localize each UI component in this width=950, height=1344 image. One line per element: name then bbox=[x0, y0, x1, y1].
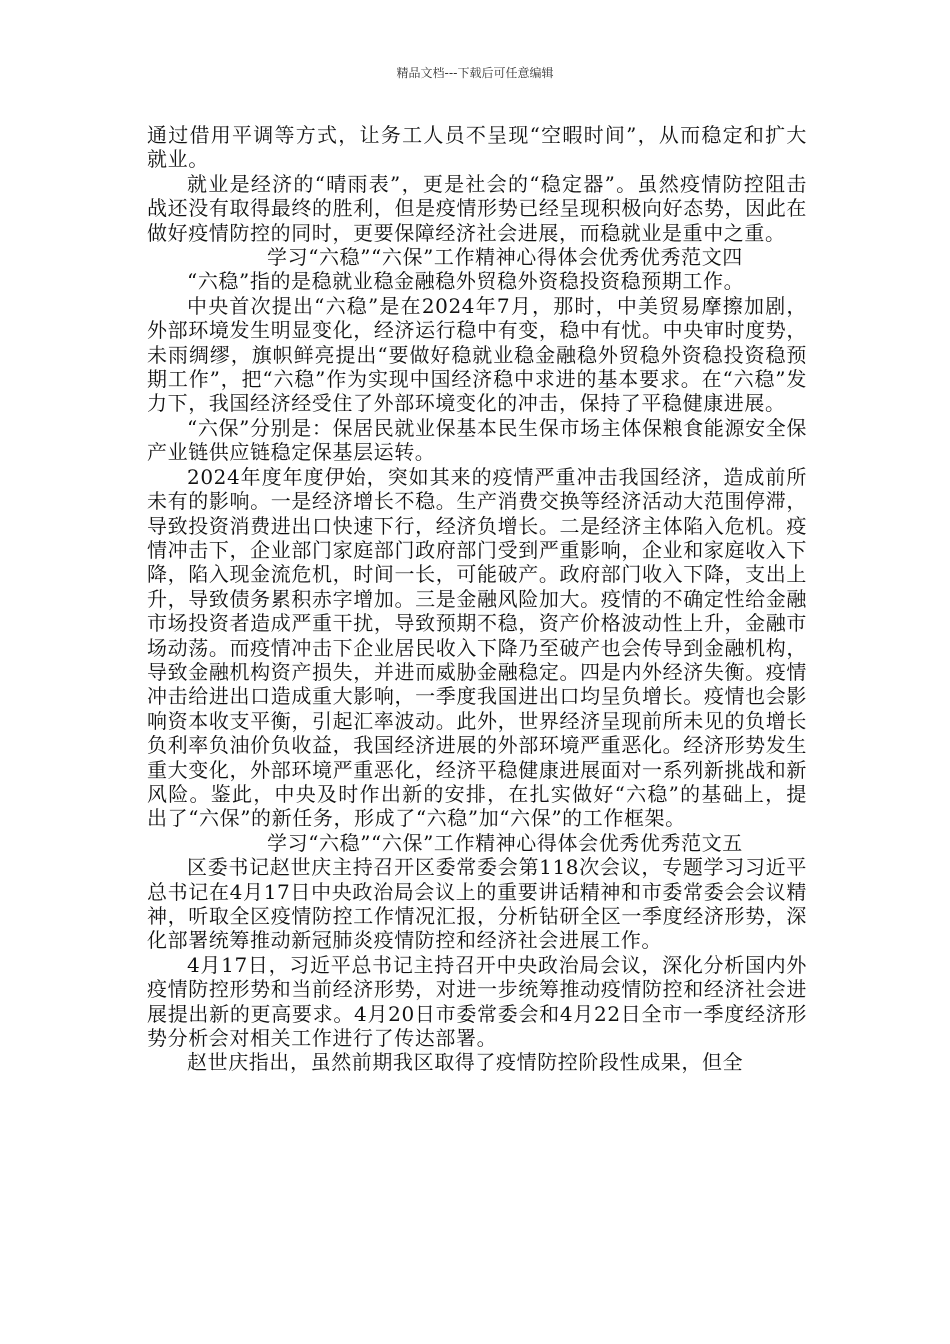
paragraph: 区委书记赵世庆主持召开区委常委会第118次会议，专题学习习近平总书记在4月17日中央政治局会议上的重要讲话精神和市委常委会会议精神，听取全区疫情防控工作情况汇报，分析钻研全区一季度经济形势，深化部署统筹推动新冠肺炎疫情防控和经济社会进展工作。 bbox=[147, 855, 807, 953]
paragraph: “六保”分别是：保居民就业保基本民生保市场主体保粮食能源安全保产业链供应链稳定保基层运转。 bbox=[147, 415, 807, 465]
page-header: 精品文档---下载后可任意编辑 bbox=[396, 66, 554, 80]
section-heading-five: 学习“六稳”“六保”工作精神心得体会优秀优秀范文五 bbox=[267, 830, 743, 855]
paragraph-continuation: 通过借用平调等方式，让务工人员不呈现“空暇时间”，从而稳定和扩大就业。 bbox=[147, 123, 807, 172]
paragraph: 2024年度年度伊始，突如其来的疫情严重冲击我国经济，造成前所未有的影响。一是经济增长不稳。生产消费交换等经济活动大范围停滞，导致投资消费进出口快速下行，经济负增长。二是经济主体陷入危机。疫情冲击下，企业部门家庭部门政府部门受到严重影响，企业和家庭收入下降，陷入现金流危机，时间一长，可能破产。政府部门收入下降，支出上升，导致债务累积赤字增加。三是金融风险加大。疫情的不确定性给金融市场投资者造成严重干扰，导致预期不稳，资产价格波动性上升，金融市场动荡。而疫情冲击下企业居民收入下降乃至破产也会传导到金融机构，导致金融机构资产损失，并进而威胁金融稳定。四是内外经济失衡。疫情冲击给进出口造成重大影响，一季度我国进出口均呈负增长。疫情也会影响资本收支平衡，引起汇率波动。此外，世界经济呈现前所未见的负增长负利率负油价负收益，我国经济进展的外部环境严重恶化。经济形势发生重大变化，外部环境严重恶化，经济平稳健康进展面对一系列新挑战和新风险。鉴此，中央及时作出新的安排，在扎实做好“六稳”的基础上，提出了“六保”的新任务，形成了“六稳”加“六保”的工作框架。 bbox=[147, 464, 807, 831]
document-body bbox=[147, 123, 807, 1075]
paragraph: 就业是经济的“晴雨表”，更是社会的“稳定器”。虽然疫情防控阻击战还没有取得最终的胜利，但是疫情形势已经呈现积极向好态势，因此在做好疫情防控的同时，更要保障经济社会进展，而稳就业是重中之重。 bbox=[147, 171, 807, 245]
paragraph: 4月17日，习近平总书记主持召开中央政治局会议，深化分析国内外疫情防控形势和当前经济形势，对进一步统筹推动疫情防控和经济社会进展提出新的更高要求。4月20日市委常委会和4月22日全市一季度经济形势分析会对相关工作进行了传达部署。 bbox=[147, 952, 807, 1051]
section-heading-four: 学习“六稳”“六保”工作精神心得体会优秀优秀范文四 bbox=[267, 245, 743, 270]
paragraph: “六稳”指的是稳就业稳金融稳外贸稳外资稳投资稳预期工作。 bbox=[187, 269, 745, 294]
paragraph: 赵世庆指出，虽然前期我区取得了疫情防控阶段性成果，但全 bbox=[187, 1050, 744, 1075]
paragraph: 中央首次提出“六稳”是在2024年7月，那时，中美贸易摩擦加剧，外部环境发生明显变化，经济运行稳中有变，稳中有忧。中央审时度势，未雨绸缪，旗帜鲜亮提出“要做好稳就业稳金融稳外贸稳外资稳投资稳预期工作”，把“六稳”作为实现中国经济稳中求进的基本要求。在“六稳”发力下，我国经济经受住了外部环境变化的冲击，保持了平稳健康进展。 bbox=[147, 293, 807, 416]
